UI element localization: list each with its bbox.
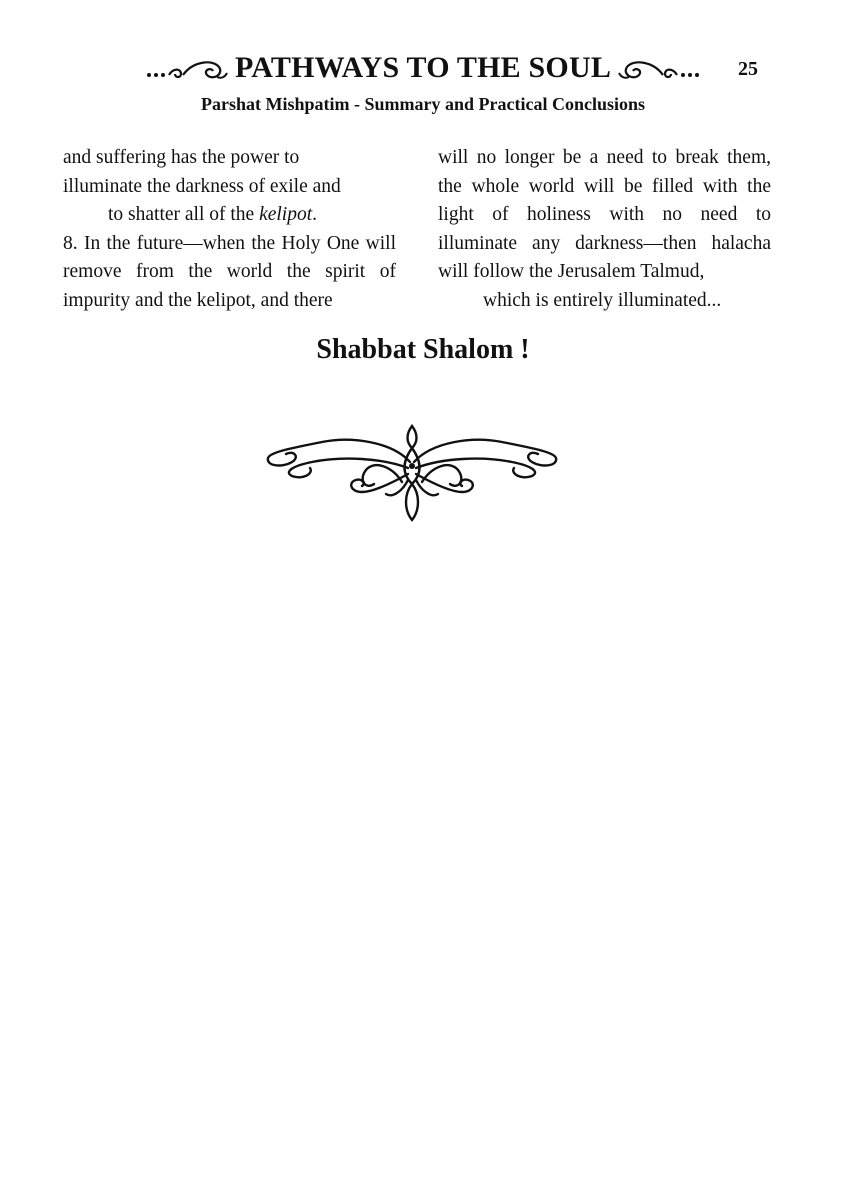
kelipot-term: kelipot [259, 204, 313, 225]
left-line-3-text: to shatter all of the [108, 204, 260, 225]
left-line-1: and suffering has the power to [63, 147, 300, 168]
scroll-flourish-icon [145, 57, 229, 83]
left-line-3-period: . [312, 204, 318, 225]
right-paragraph: will no longer be a need to break them, the whole world will be filled with the light of holiness with no need to illuminate any darkness—then halacha will follow the Jerusalem Talmud, [438, 147, 771, 282]
book-title [0, 48, 846, 88]
book-title-text: PATHWAYS TO THE SOUL [234, 51, 612, 84]
left-paragraph-end [63, 201, 396, 230]
right-paragraph-end: which is entirely illuminated... [483, 289, 722, 311]
decorative-flourish-icon [262, 422, 562, 526]
running-head [0, 48, 846, 92]
scroll-flourish-icon [617, 57, 701, 83]
right-column [438, 144, 771, 315]
chapter-subtitle: Parshat Mishpatim - Summary and Practical Conclusions [200, 94, 645, 114]
page-number: 25 [738, 58, 758, 80]
closing-greeting: Shabbat Shalom ! [316, 334, 530, 365]
left-column [63, 144, 396, 315]
paragraph-8: 8. In the future—when the Holy One will remove from the world the spirit of impurity and the kelipot, and there [63, 232, 396, 311]
left-line-2: illuminate the darkness of exile and [63, 175, 341, 197]
